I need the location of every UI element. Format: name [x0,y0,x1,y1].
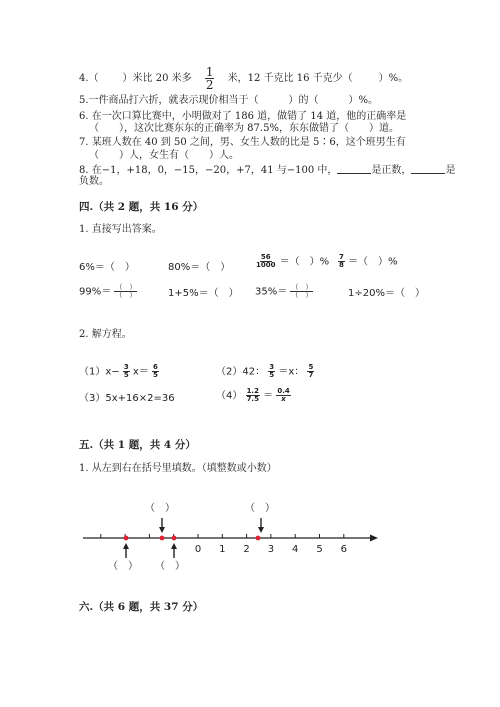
number-line-tick-labels [195,544,347,555]
question-6-line1: 6. 在一次口算比赛中，小明做对了 186 道，做错了 14 道，他的正确率是 [79,111,407,122]
calc-item: 35%＝ $\frac{( )}{( )}$ [255,283,313,299]
tick-label: 0 [194,544,202,555]
tick-label: 3 [267,544,275,555]
question-title: 1. 直接写出答案。 [79,224,162,235]
marked-point [124,536,129,541]
question-6-line2: （ ），这次比赛东东的正确率为 87.5%，东东做错了（ ）道。 [89,123,399,134]
answer-blank[interactable] [411,163,445,174]
question-7-line2: （ ）人，女生有（ ）人。 [89,150,239,161]
answer-blank-bottom-left[interactable]: （ ） [108,561,138,572]
calc-item: 1+5%＝（ ） [168,288,239,299]
tick-label: 1 [219,544,226,555]
question-4 [79,66,408,91]
tick-label: 6 [340,544,347,555]
section-heading: 六.（共 6 题，共 37 分） [79,601,204,613]
equation-1: （1）x− $\frac{3}{5}$ x＝ $\frac{6}{5}$ [79,363,158,379]
q4-part-d: ）%。 [378,73,409,84]
down-arrow-icon [258,518,264,533]
answer-blank[interactable] [337,163,371,174]
calc-item: 1÷20%＝（ ） [348,288,425,299]
axis-arrow-icon [370,535,378,542]
calc-item: 99%＝ $\frac{( )}{( )}$ [79,283,137,299]
calc-item: $\frac{7}{8}$ ＝（ ）% [339,253,398,269]
question-title: 2. 解方程。 [79,329,132,340]
tick-label: 2 [243,544,250,555]
equation-2: （2）42： $\frac{3}{5}$ ＝x： $\frac{5}{7}$ [216,363,314,379]
q4-fraction: $\frac{1}{2}$ [205,65,214,92]
up-arrow-icon [171,543,177,558]
marked-point [160,536,165,541]
q4-part-c: 米，12 千克比 16 千克少（ [227,73,353,84]
q4-part-a: 4.（ [79,73,99,84]
question-8-line1: 8. 在−1，+18，0，−15，−20，+7，41 与−100 中， 是正数， 是 [79,165,456,176]
calc-item: 6%＝（ ） [79,262,135,273]
equation-4: （4） $\frac{1.2}{7.5}$ ＝ $\frac{0.4}{x}$ [216,387,290,403]
q4-part-b: ）米比 20 米多 [122,73,192,84]
answer-blank-bottom-right[interactable]: （ ） [155,561,185,572]
calc-item: 80%＝（ ） [168,262,231,273]
tick-label: 5 [316,544,323,555]
tick-label: 4 [292,544,299,555]
question-8-line2: 负数。 [79,176,109,187]
question-title: 1. 从左到右在括号里填数。（填整数或小数） [79,463,277,474]
section-heading: 四.（共 2 题，共 16 分） [79,201,204,213]
calc-item: $\frac{56}{1000}$ ＝（ ）% [256,253,330,269]
answer-blank-top-left[interactable]: （ ） [145,503,175,514]
question-5: 5.一件商品打六折，就表示现价相当于（ ）的（ ）%。 [79,95,379,106]
answer-blank-top-right[interactable]: （ ） [245,503,275,514]
section-heading: 五.（共 1 题，共 4 分） [79,439,196,451]
equation-3: （3）5x+16×2=36 [79,393,175,404]
question-7-line1: 7. 某班人数在 40 到 50 之间，男、女生人数的比是 5∶6，这个班男生有 [79,137,406,148]
down-arrow-icon [159,518,165,533]
marked-point [172,536,177,541]
marked-point [256,536,261,541]
up-arrow-icon [123,543,129,558]
